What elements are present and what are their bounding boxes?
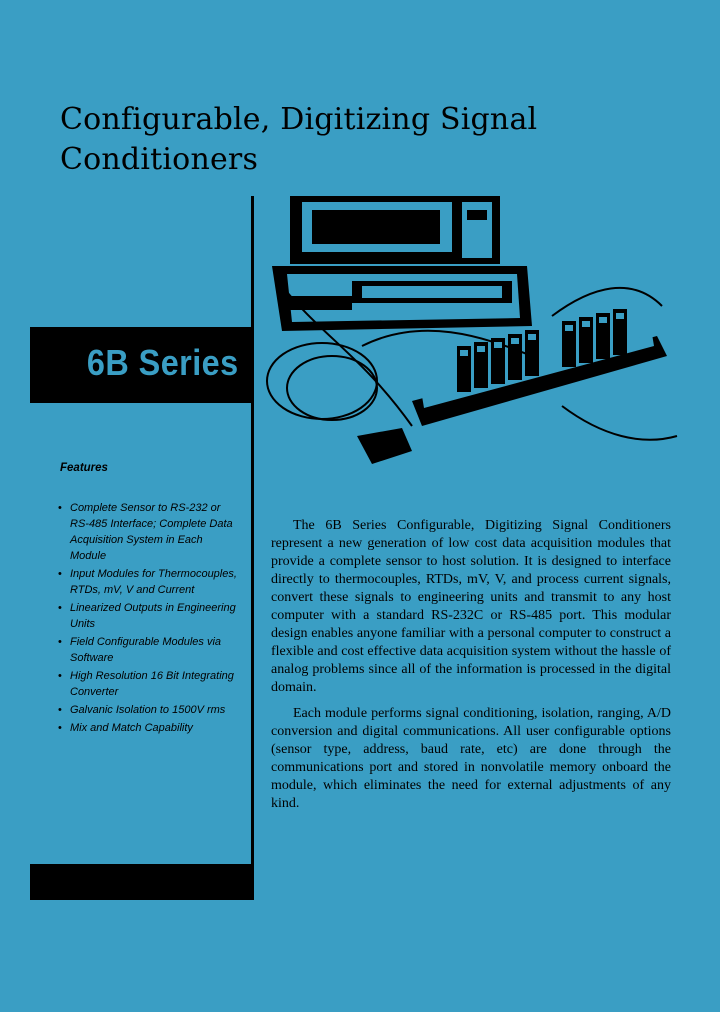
body-paragraph: The 6B Series Configurable, Digitizing Signal Conditioners represent a new generation of low cost data acquisition modules that provide a complete sensor to host solution. It is designed to interface directly to thermocouples, RTDs, mV, V, and process current signals, convert these signals to engineering units and transmit to any host computer with a standard RS-232C or RS-485 port. This modular design enables anyone familiar with a personal computer to construct a flexible and cost effective data acquisition system without the hassle of analog problems since all of the information is processed in the digital domain.	[271, 518, 671, 695]
features-heading: Features	[60, 462, 108, 474]
series-label: 6B Series	[87, 342, 239, 383]
feature-item: • Complete Sensor to RS-232 or RS-485 Interface; Complete Data Acquisition System in Each Module	[58, 500, 238, 564]
page-title: Configurable, Digitizing Signal Conditioners	[60, 102, 538, 177]
bottom-banner	[30, 864, 253, 900]
body-paragraph: Each module performs signal conditioning, isolation, ranging, A/D conversion and digital communications. All user configurable options (sensor type, address, baud rate, etc) are done through the communications port and stored in nonvolatile memory onboard the module, which eliminates the need for external adjustments of any kind.	[271, 706, 671, 811]
computer-image	[272, 266, 532, 331]
product-photo	[262, 196, 682, 486]
feature-item: • High Resolution 16 Bit Integrating Converter	[58, 668, 238, 700]
body-text	[271, 517, 671, 821]
vertical-divider	[251, 196, 254, 900]
feature-item: • Linearized Outputs in Engineering Units	[58, 600, 238, 632]
series-banner	[30, 327, 253, 403]
feature-item: • Input Modules for Thermocouples, RTDs, mV, V and Current	[58, 566, 238, 598]
feature-item: • Galvanic Isolation to 1500V rms	[58, 702, 238, 718]
feature-item: • Mix and Match Capability	[58, 720, 238, 736]
feature-item: • Field Configurable Modules via Software	[58, 634, 238, 666]
adapter-image	[357, 428, 412, 464]
feature-list	[58, 500, 238, 738]
monitor-image	[290, 196, 500, 264]
